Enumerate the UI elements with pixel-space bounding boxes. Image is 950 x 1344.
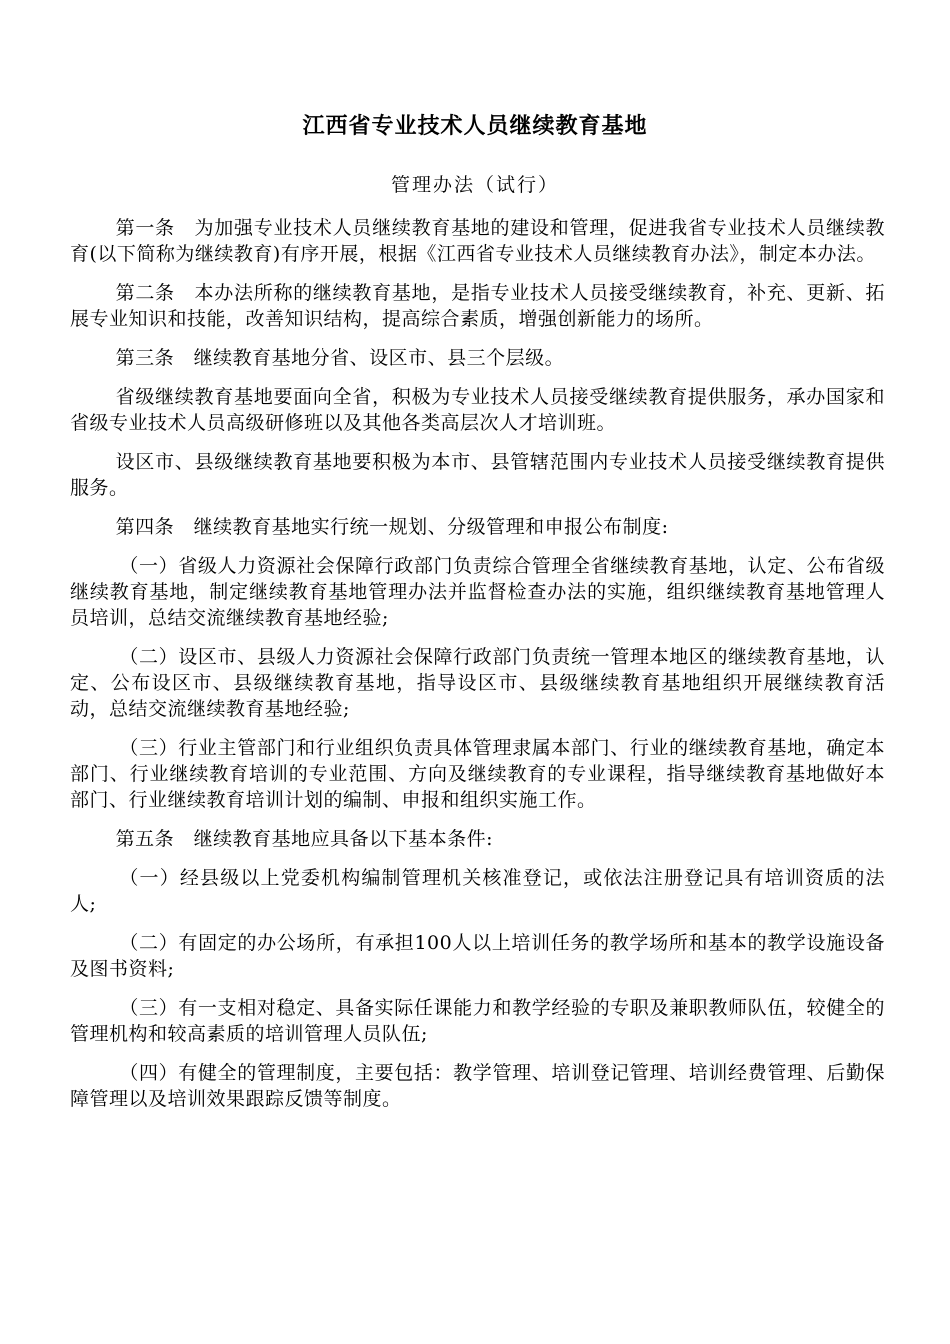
document-title: 江西省专业技术人员继续教育基地 (302, 114, 648, 139)
article-4-item-2: （二）设区市、县级人力资源社会保障行政部门负责统一管理本地区的继续教育基地，认定、公布设区市、县级继续教育基地，指导设区市、县级继续教育基地组织开展继续教育活动，总结交流继续教育基地经验; (70, 646, 885, 720)
article-4-item-3: （三）行业主管部门和行业组织负责具体管理隶属本部门、行业的继续教育基地，确定本部门、行业继续教育培训的专业范围、方向及继续教育的专业课程，指导继续教育基地做好本部门、行业继续教育培训计划的编制、申报和组织实施工作。 (70, 737, 885, 811)
article-5-item-3: （三）有一支相对稳定、具备实际任课能力和教学经验的专职及兼职教师队伍，较健全的管理机构和较高素质的培训管理人员队伍; (70, 997, 885, 1045)
article-3-city-county-paragraph: 设区市、县级继续教育基地要积极为本市、县管辖范围内专业技术人员接受继续教育提供服务。 (70, 451, 885, 499)
article-2-paragraph: 第二条 本办法所称的继续教育基地，是指专业技术人员接受继续教育，补充、更新、拓展专业知识和技能，改善知识结构，提高综合素质，增强创新能力的场所。 (70, 282, 885, 330)
article-5-item-4: （四）有健全的管理制度，主要包括：教学管理、培训登记管理、培训经费管理、后勤保障管理以及培训效果跟踪反馈等制度。 (70, 1062, 885, 1110)
article-4-paragraph: 第四条 继续教育基地实行统一规划、分级管理和申报公布制度: (115, 516, 669, 538)
article-4-item-1: （一）省级人力资源社会保障行政部门负责综合管理全省继续教育基地，认定、公布省级继续教育基地，制定继续教育基地管理办法并监督检查办法的实施，组织继续教育基地管理人员培训，总结交流继续教育基地经验; (70, 555, 885, 629)
document-subtitle: 管理办法（试行） (390, 174, 559, 196)
article-5-item-2: （二）有固定的办公场所，有承担100人以上培训任务的教学场所和基本的教学设施设备及图书资料; (70, 932, 885, 980)
article-5-paragraph: 第五条 继续教育基地应具备以下基本条件: (115, 828, 493, 850)
article-5-item-1: （一）经县级以上党委机构编制管理机关核准登记，或依法注册登记具有培训资质的法人; (70, 867, 885, 915)
article-3-paragraph: 第三条 继续教育基地分省、设区市、县三个层级。 (115, 347, 565, 369)
document-body (70, 215, 885, 1125)
article-1-paragraph: 第一条 为加强专业技术人员继续教育基地的建设和管理，促进我省专业技术人员继续教育(以下简称为继续教育)有序开展，根据《江西省专业技术人员继续教育办法》，制定本办法。 (70, 217, 885, 265)
article-3-provincial-paragraph: 省级继续教育基地要面向全省，积极为专业技术人员接受继续教育提供服务，承办国家和省级专业技术人员高级研修班以及其他各类高层次人才培训班。 (70, 386, 885, 434)
